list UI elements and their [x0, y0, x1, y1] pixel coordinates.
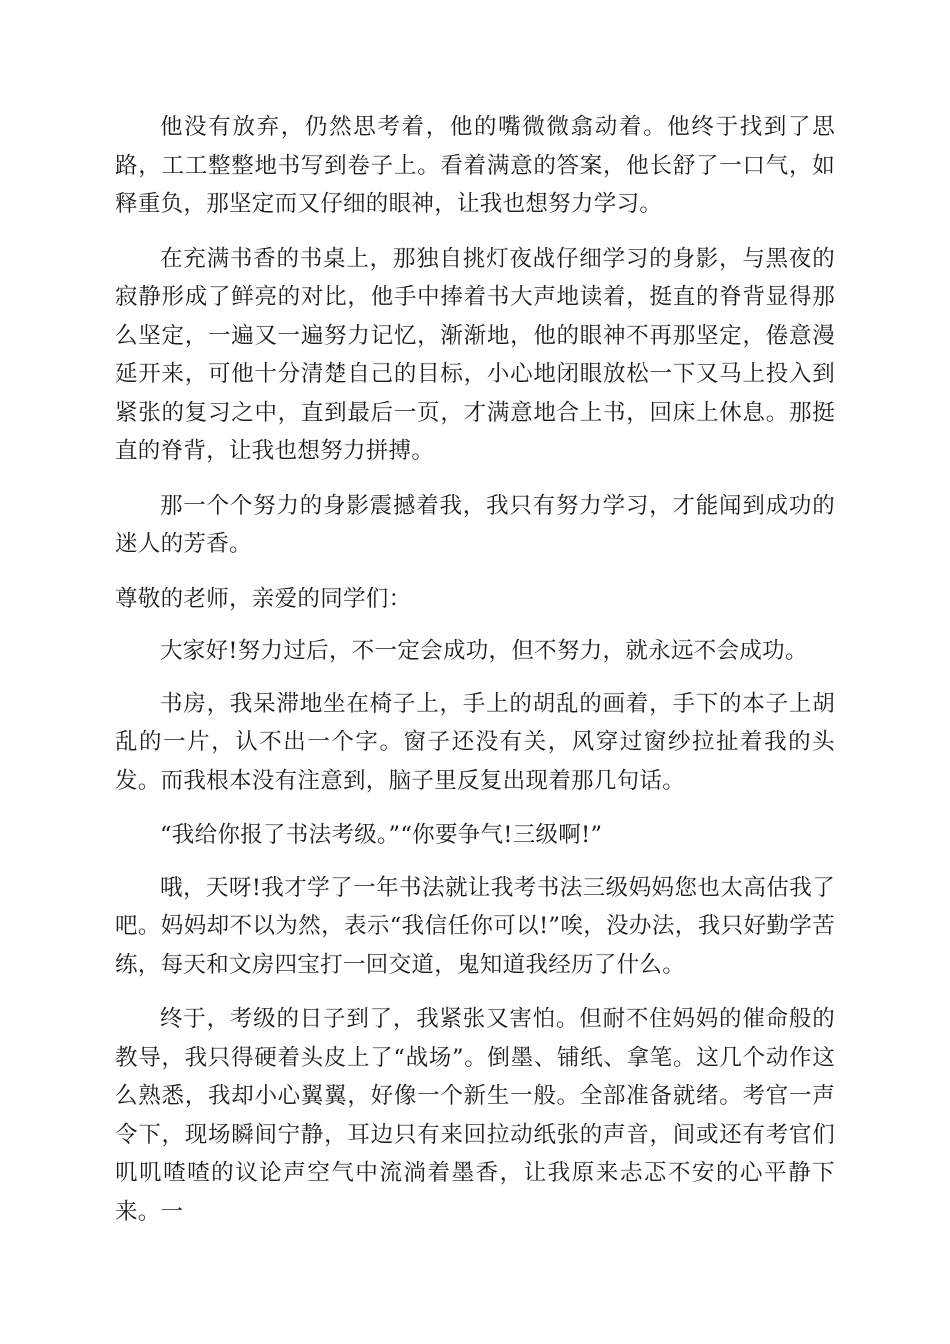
- paragraph-quote: “我给你报了书法考级。”“你要争气!三级啊!”: [160, 822, 603, 848]
- paragraph-greeting: 大家好!努力过后，不一定会成功，但不努力，就永远不会成功。: [160, 638, 808, 664]
- paragraph-study-room: 书房，我呆滞地坐在椅子上，手上的胡乱的画着，手下的本子上胡乱的一片，认不出一个字。窗子还没有关，风穿过窗纱拉扯着我的头发。而我根本没有注意到，脑子里反复出现着那几句话。: [115, 690, 835, 794]
- document-body: [115, 108, 835, 1247]
- salutation: 尊敬的老师，亲爱的同学们：: [115, 585, 412, 612]
- paragraph-2: 在充满书香的书桌上，那独自挑灯夜战仔细学习的身影，与黑夜的寂静形成了鲜亮的对比，他手中捧着书大声地读着，挺直的脊背显得那么坚定，一遍又一遍努力记忆，渐渐地，他的眼神不再那坚定，倦意漫延开来，可他十分清楚自己的目标，小心地闭眼放松一下又马上投入到紧张的复习之中，直到最后一页，才满意地合上书，回床上休息。那挺直的脊背，让我也想努力拼搏。: [115, 245, 835, 464]
- paragraph-oh-my: 哦，天呀!我才学了一年书法就让我考书法三级妈妈您也太高估我了吧。妈妈却不以为然，表示“我信任你可以!”唉，没办法，我只好勤学苦练，每天和文房四宝打一回交道，鬼知道我经历了什么。: [115, 874, 835, 978]
- paragraph-1: 他没有放弃，仍然思考着，他的嘴微微翕动着。他终于找到了思路，工工整整地书写到卷子上。看着满意的答案，他长舒了一口气，如释重负，那坚定而又仔细的眼神，让我也想努力学习。: [115, 114, 835, 217]
- paragraph-exam-day: 终于，考级的日子到了，我紧张又害怕。但耐不住妈妈的催命般的教导，我只得硬着头皮上了“战场”。倒墨、铺纸、拿笔。这几个动作这么熟悉，我却小心翼翼，好像一个新生一般。全部准备就绪。考官一声令下，现场瞬间宁静，耳边只有来回拉动纸张的声音，间或还有考官们叽叽喳喳的议论声空气中流淌着墨香，让我原来忐忑不安的心平静下来。一: [115, 1006, 835, 1225]
- paragraph-3: 那一个个努力的身影震撼着我，我只有努力学习，才能闻到成功的迷人的芳香。: [115, 492, 835, 557]
